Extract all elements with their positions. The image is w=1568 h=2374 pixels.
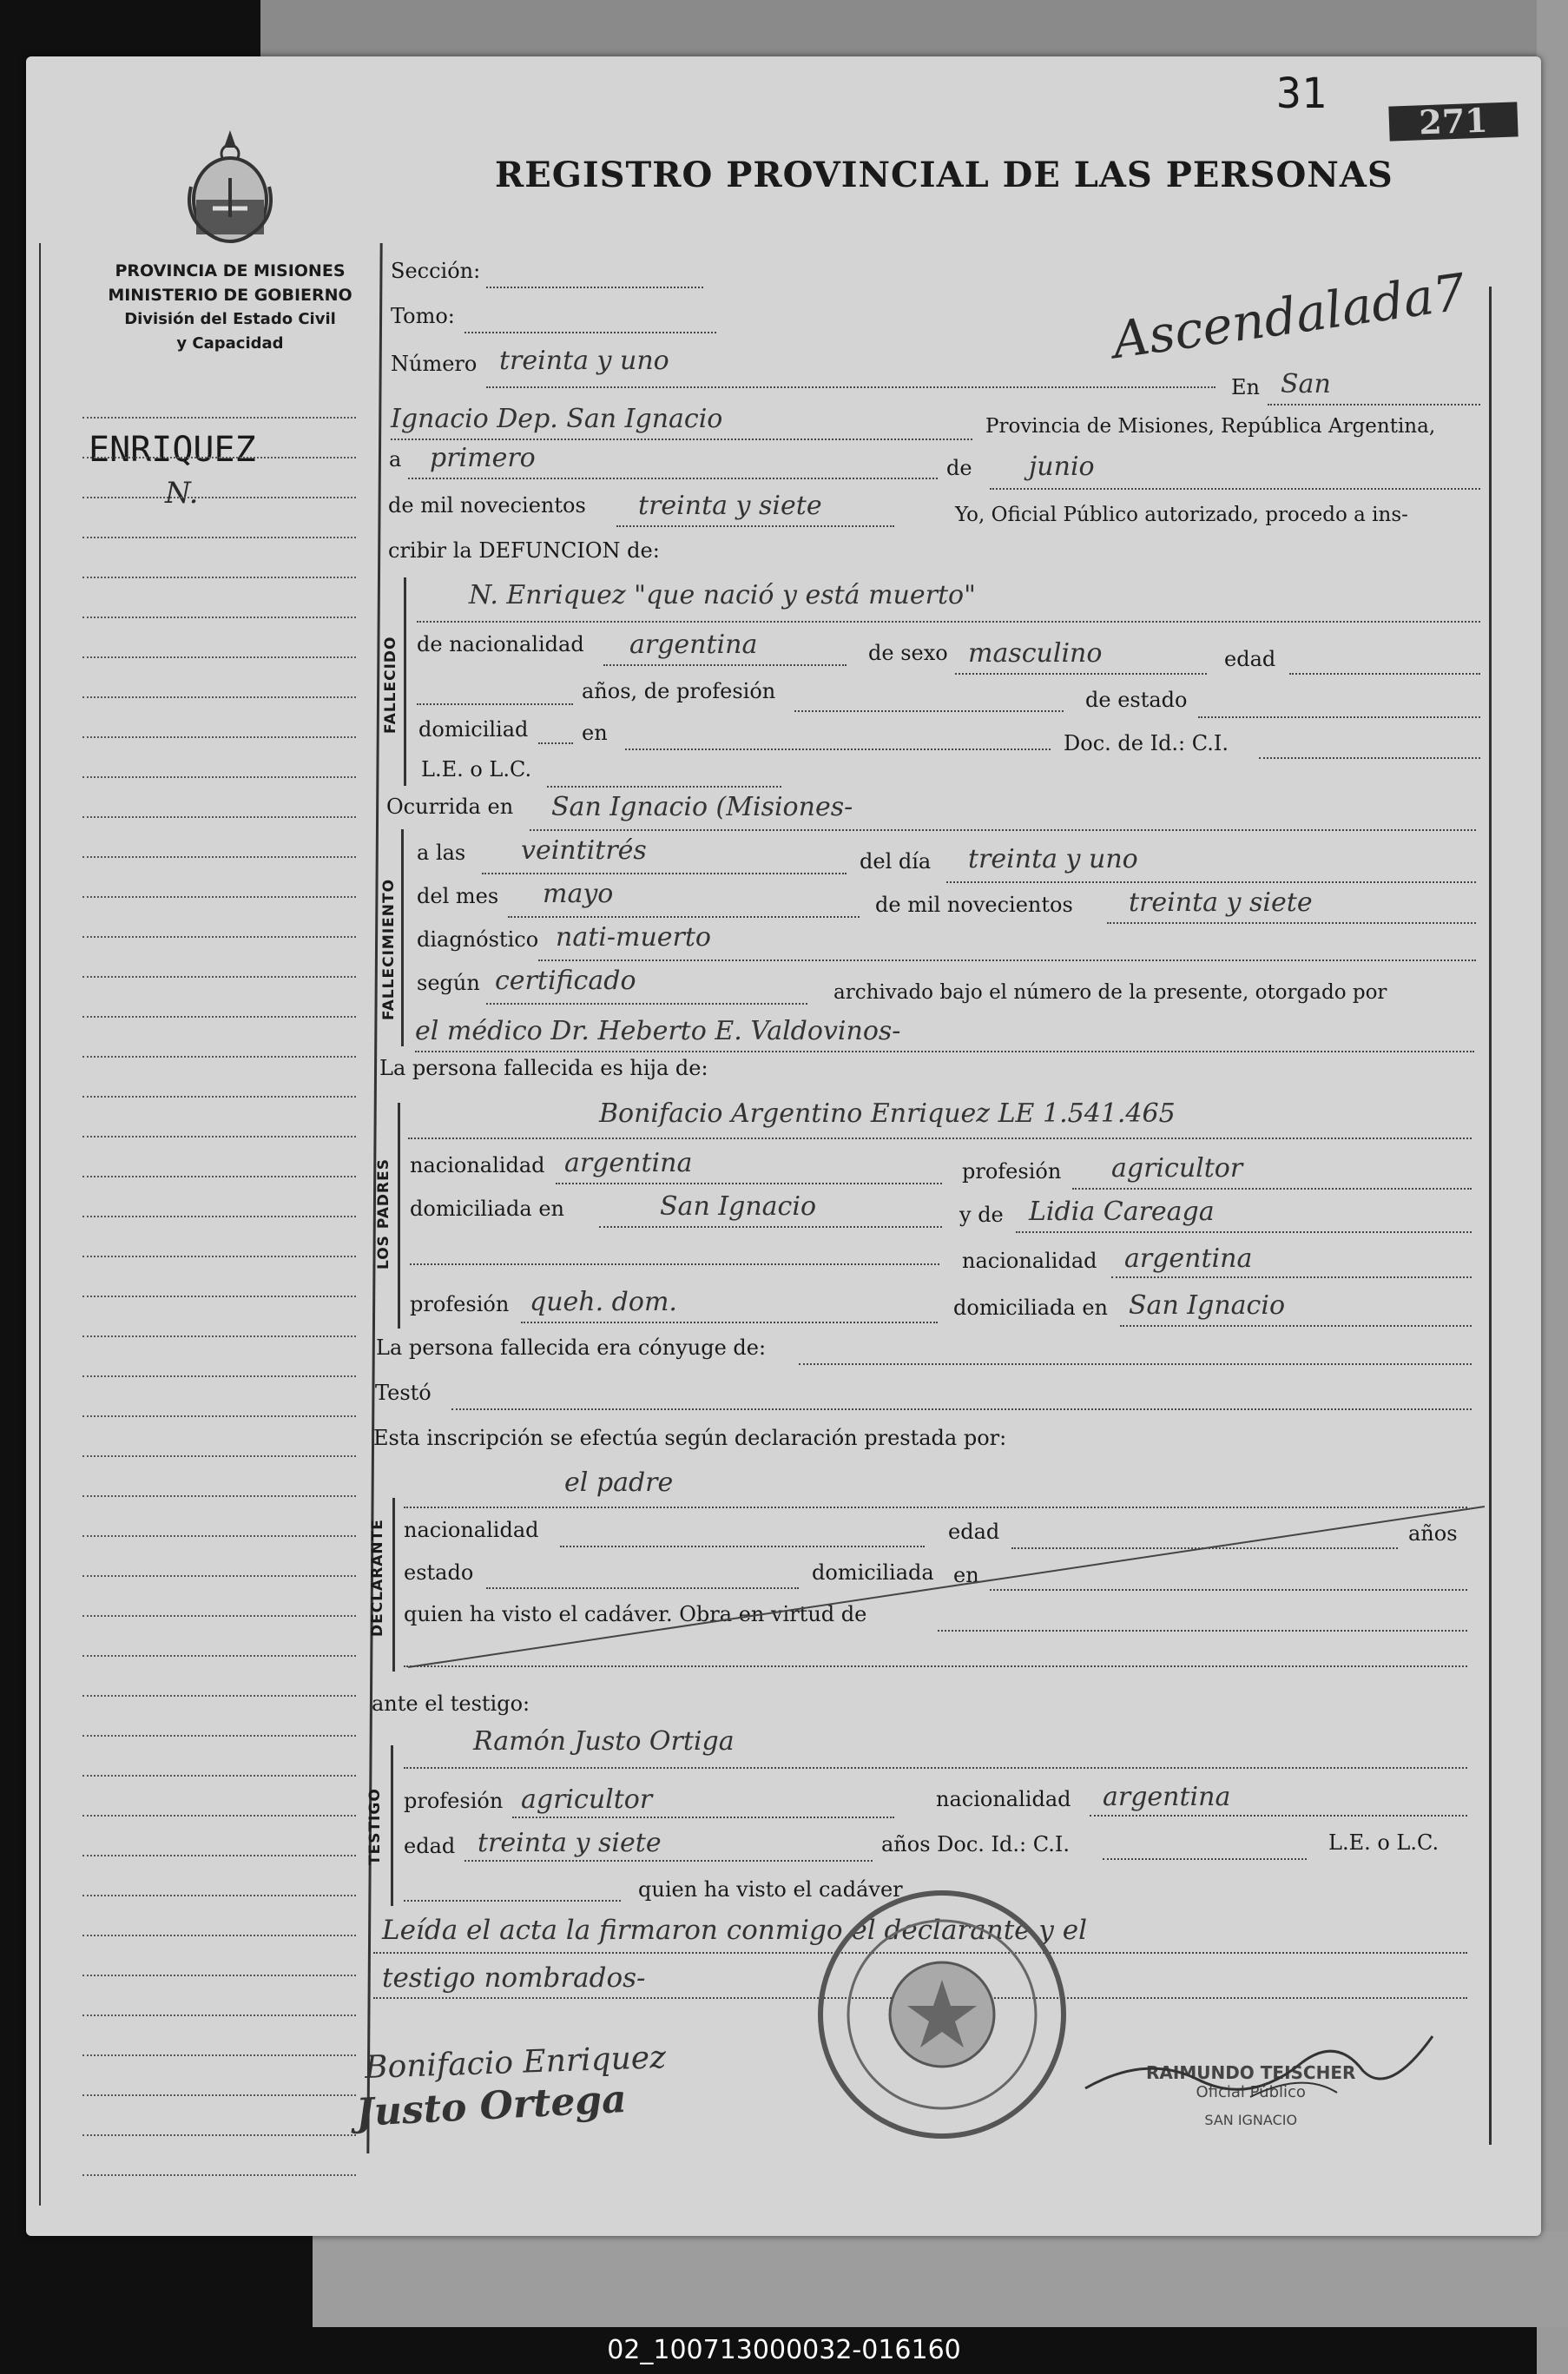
margin-rule-line: [82, 896, 356, 898]
right-border: [1489, 287, 1492, 2145]
fallecido-section-label: FALLECIDO: [382, 636, 399, 734]
mil-label: de mil novecientos: [875, 893, 1073, 917]
ocurrida-value: San Ignacio (Misiones-: [551, 792, 853, 822]
officer-stamp-place: SAN IGNACIO: [1204, 2112, 1298, 2128]
margin-initial: N.: [165, 476, 199, 511]
margin-rule-line: [82, 1735, 356, 1737]
day-value: primero: [430, 443, 536, 473]
image-caption: 02_100713000032-016160: [607, 2335, 961, 2365]
le-label: L.E. o L.C.: [421, 757, 532, 781]
domicilio-field: [625, 748, 1051, 750]
en-field: [1268, 404, 1480, 406]
declarante-section-label: DECLARANTE: [369, 1519, 386, 1637]
domiciliado-en-label: en: [582, 721, 608, 745]
madre-nacionalidad-field: [1111, 1276, 1472, 1278]
ante-testigo-label: ante el testigo:: [372, 1691, 530, 1716]
place-field: [391, 439, 972, 440]
officer-label-2: cribir la DEFUNCION de:: [388, 538, 660, 563]
padre-profesion-value: agricultor: [1111, 1153, 1243, 1184]
testigo-profesion-field: [512, 1817, 894, 1818]
margin-note-signature: Ascendalada7: [1109, 261, 1470, 371]
testigo-nacionalidad-field: [1090, 1815, 1467, 1817]
margin-rule-line: [82, 497, 356, 498]
testigo-edad-field: [464, 1860, 873, 1862]
y-de-label: y de: [959, 1203, 1004, 1227]
declarante-nacionalidad-label: nacionalidad: [404, 1518, 539, 1542]
stamp-number: 271: [1388, 102, 1518, 141]
padre-nacionalidad-label: nacionalidad: [410, 1153, 545, 1177]
medico-field: [415, 1051, 1474, 1052]
sexo-label: de sexo: [868, 641, 948, 665]
declarante-estado-label: estado: [404, 1560, 474, 1585]
madre-nacionalidad-value: argentina: [1124, 1243, 1253, 1274]
margin-rule-line: [82, 1775, 356, 1777]
closing-line-1: Leída el acta la firmaron conmigo el declarante y el: [382, 1915, 1087, 1946]
officer-label: Yo, Oficial Público autorizado, procedo a ins-: [955, 504, 1408, 526]
testigo-edad-value: treinta y siete: [478, 1828, 662, 1858]
provincia-label: Provincia de Misiones, República Argentina,: [985, 415, 1436, 438]
page-title: REGISTRO PROVINCIAL DE LAS PERSONAS: [495, 155, 1393, 195]
segun-label: según: [417, 971, 480, 995]
padre-nacionalidad-field: [556, 1183, 942, 1184]
declarante-bracket: [392, 1498, 395, 1672]
numero-label: Número: [391, 352, 478, 376]
padre-value: Bonifacio Argentino Enriquez LE 1.541.465: [599, 1098, 1176, 1129]
declarante-edad-label: edad: [948, 1520, 1000, 1544]
testigo-name: Ramón Justo Ortiga: [473, 1726, 735, 1757]
tomo-label: Tomo:: [391, 304, 455, 328]
domiciliado-field: [538, 742, 573, 744]
margin-rule-line: [82, 1016, 356, 1018]
del-dia-field: [946, 881, 1476, 883]
padre-field: [408, 1138, 1472, 1139]
margin-rule-line: [82, 1815, 356, 1817]
a-las-value: veintitrés: [521, 835, 647, 866]
madre-domiciliada-value: San Ignacio: [1129, 1290, 1286, 1321]
margin-rule-line: [82, 1335, 356, 1337]
margin-rule-line: [82, 2054, 356, 2056]
margin-rule-line: [82, 776, 356, 778]
declarante-name: el padre: [564, 1467, 674, 1498]
margin-rule-line: [82, 2174, 356, 2176]
declarante-en-label: en: [953, 1563, 979, 1587]
anos-field: [417, 703, 573, 705]
del-mes-value: mayo: [543, 879, 614, 909]
testigo-profesion-label: profesión: [404, 1789, 504, 1813]
padre-domiciliada-field: [599, 1226, 942, 1228]
a-las-field: [482, 873, 847, 874]
profesion-field: [794, 710, 1064, 712]
padre-domiciliada-value: San Ignacio: [660, 1191, 817, 1222]
testigo-nacionalidad-value: argentina: [1103, 1782, 1231, 1812]
tomo-field: [464, 332, 716, 333]
padres-bracket: [398, 1103, 400, 1329]
numero-value: treinta y uno: [499, 346, 669, 376]
declarante-anos-label: años: [1408, 1521, 1458, 1546]
margin-rule-line: [82, 1495, 356, 1497]
testigo-doc-field: [1103, 1858, 1307, 1860]
testigo-section-label: TESTIGO: [366, 1788, 384, 1865]
background-bottom: [313, 2232, 1568, 2327]
testigo-le-label: L.E. o L.C.: [1328, 1830, 1440, 1855]
conyuge-field: [799, 1363, 1472, 1365]
estado-label: de estado: [1085, 688, 1188, 712]
del-dia-value: treinta y uno: [968, 844, 1138, 874]
margin-rule-line: [82, 577, 356, 578]
testo-field: [451, 1408, 1472, 1410]
month-field: [990, 488, 1480, 490]
page-number: 31: [1276, 69, 1327, 118]
le-field: [547, 786, 781, 788]
margin-rule-line: [82, 856, 356, 858]
background-right: [1537, 0, 1568, 2374]
del-dia-label: del día: [860, 849, 932, 874]
org-line-1: PROVINCIA DE MISIONES: [115, 261, 346, 280]
fallecido-name-field: [417, 621, 1480, 623]
fallecimiento-bracket: [401, 829, 404, 1046]
margin-rule-line: [82, 1136, 356, 1138]
margin-rule-line: [82, 936, 356, 938]
margin-rule-line: [82, 976, 356, 978]
madre-field: [1016, 1231, 1472, 1233]
sexo-value: masculino: [968, 638, 1103, 669]
org-line-3: División del Estado Civil: [124, 310, 336, 328]
issuing-authority: [87, 259, 373, 356]
sexo-field: [955, 673, 1207, 675]
en-value: San: [1281, 369, 1331, 399]
margin-rule-line: [82, 1855, 356, 1856]
margin-rule-line: [82, 1455, 356, 1457]
margin-rule-line: [82, 1256, 356, 1257]
day-field: [408, 478, 938, 479]
doc-label: Doc. de Id.: C.I.: [1064, 731, 1229, 755]
margin-rule-line: [82, 617, 356, 618]
padre-nacionalidad-value: argentina: [564, 1148, 693, 1178]
margin-rule-line: [82, 537, 356, 538]
margin-rule-line: [82, 736, 356, 738]
org-line-4: y Capacidad: [176, 334, 284, 353]
padres-intro-label: La persona fallecida es hija de:: [379, 1056, 708, 1080]
fallecido-name: N. Enriquez "que nació y está muerto": [469, 580, 976, 610]
diagnostico-field: [538, 959, 1476, 961]
margin-rule-line: [82, 2134, 356, 2136]
org-line-2: MINISTERIO DE GOBIERNO: [108, 286, 352, 305]
a-las-label: a las: [417, 841, 466, 865]
madre-profesion-label: profesión: [410, 1292, 510, 1316]
declaracion-label: Esta inscripción se efectúa según declaración prestada por:: [373, 1426, 1007, 1450]
left-border: [39, 243, 41, 2206]
margin-rule-line: [82, 1176, 356, 1177]
officer-stamp-name: RAIMUNDO TEISCHER: [1146, 2062, 1356, 2083]
margin-rule-line: [82, 1415, 356, 1417]
margin-rule-line: [82, 1375, 356, 1377]
anos-label: años, de profesión: [582, 679, 776, 703]
testigo-le-extra-field: [404, 1900, 621, 1902]
madre-value: Lidia Careaga: [1029, 1197, 1215, 1227]
margin-rule-line: [82, 816, 356, 818]
margin-surname: ENRIQUEZ: [89, 430, 256, 470]
en-label: En: [1231, 375, 1260, 399]
margin-rule-line: [82, 696, 356, 698]
margin-rule-line: [82, 417, 356, 419]
madre-domiciliada-field: [1120, 1325, 1472, 1327]
seccion-field: [486, 287, 703, 288]
margin-rule-line: [82, 1575, 356, 1577]
conyuge-label: La persona fallecida era cónyuge de:: [376, 1335, 767, 1360]
margin-rule-line: [82, 1615, 356, 1617]
mil-field: [1107, 922, 1476, 924]
margin-rule-line: [82, 1935, 356, 1936]
seccion-label: Sección:: [391, 259, 481, 283]
testigo-profesion-value: agricultor: [521, 1784, 653, 1815]
diagnostico-label: diagnóstico: [417, 927, 539, 952]
margin-rule-line: [82, 1975, 356, 1976]
testigo-edad-label: edad: [404, 1834, 456, 1858]
testigo-doc-label: años Doc. Id.: C.I.: [881, 1832, 1070, 1856]
madre-profesion-field: [521, 1322, 938, 1323]
testigo-nacionalidad-label: nacionalidad: [936, 1787, 1071, 1811]
declarante-visto-label: quien ha visto el cadáver. Obra en virtud de: [404, 1602, 867, 1626]
official-seal-icon: [812, 1884, 1072, 2145]
closing-line-2: testigo nombrados-: [382, 1962, 646, 1994]
testigo-visto-label: quien ha visto el cadáver: [638, 1877, 903, 1902]
margin-rule-line: [82, 1535, 356, 1537]
madre-extra-field: [410, 1263, 939, 1265]
year-label: de mil novecientos: [388, 493, 586, 518]
margin-rule-line: [82, 457, 356, 458]
margin-rule-line: [82, 2094, 356, 2096]
officer-signature-icon: [1077, 2019, 1441, 2114]
de-label: de: [946, 456, 972, 480]
edad-field: [1289, 673, 1480, 675]
diagnostico-value: nati-muerto: [556, 922, 711, 953]
padre-profesion-field: [1072, 1188, 1472, 1190]
testigo-bracket: [391, 1745, 393, 1906]
margin-rule-line: [82, 656, 356, 658]
nacionalidad-field: [603, 664, 847, 666]
month-value: junio: [1029, 452, 1095, 482]
margin-rule-line: [82, 1895, 356, 1896]
domiciliado-label: domiciliad: [418, 717, 529, 742]
mil-value: treinta y siete: [1129, 887, 1313, 918]
officer-stamp-title: Oficial Público: [1196, 2083, 1306, 2101]
segun-value: certificado: [495, 966, 636, 996]
numero-field: [486, 386, 1216, 388]
medico-value: el médico Dr. Heberto E. Valdovinos-: [415, 1016, 901, 1046]
ocurrida-label: Ocurrida en: [386, 795, 514, 819]
margin-rule-line: [82, 1096, 356, 1098]
padre-profesion-label: profesión: [962, 1159, 1062, 1184]
segun-field: [486, 1003, 807, 1005]
doc-field: [1259, 757, 1480, 759]
fallecido-bracket: [404, 577, 406, 786]
a-label: a: [389, 447, 402, 472]
signature-testigo: Justo Ortega: [354, 2076, 628, 2136]
padres-section-label: LOS PADRES: [375, 1158, 392, 1269]
margin-rule-line: [82, 1056, 356, 1058]
nacionalidad-value: argentina: [629, 630, 758, 660]
year-value: treinta y siete: [638, 491, 822, 521]
padre-domiciliada-label: domiciliada en: [410, 1197, 564, 1221]
archivado-label: archivado bajo el número de la presente, otorgado por: [833, 981, 1387, 1004]
del-mes-label: del mes: [417, 884, 499, 908]
margin-rule-line: [82, 2015, 356, 2016]
madre-profesion-value: queh. dom.: [530, 1287, 677, 1317]
coat-of-arms-icon: [182, 126, 278, 247]
declarante-domiciliada-label: domiciliada: [812, 1560, 934, 1585]
margin-rule-line: [82, 1695, 356, 1697]
place-value: Ignacio Dep. San Ignacio: [391, 404, 723, 434]
madre-nacionalidad-label: nacionalidad: [962, 1249, 1097, 1273]
signature-declarante: Bonifacio Enriquez: [364, 2039, 667, 2087]
testigo-name-field: [404, 1767, 1467, 1769]
testo-label: Testó: [375, 1381, 432, 1405]
madre-domiciliada-label: domiciliada en: [953, 1296, 1108, 1320]
estado-field: [1198, 716, 1480, 718]
ocurrida-field: [530, 829, 1476, 831]
edad-label: edad: [1224, 647, 1276, 671]
cancel-line: [399, 1502, 1493, 1676]
margin-rule-line: [82, 1216, 356, 1217]
del-mes-field: [508, 916, 860, 918]
margin-rule-line: [82, 1296, 356, 1297]
nacionalidad-label: de nacionalidad: [417, 632, 584, 656]
fallecimiento-section-label: FALLECIMIENTO: [380, 878, 398, 1020]
year-field: [616, 525, 894, 527]
margin-rule-line: [82, 1655, 356, 1657]
